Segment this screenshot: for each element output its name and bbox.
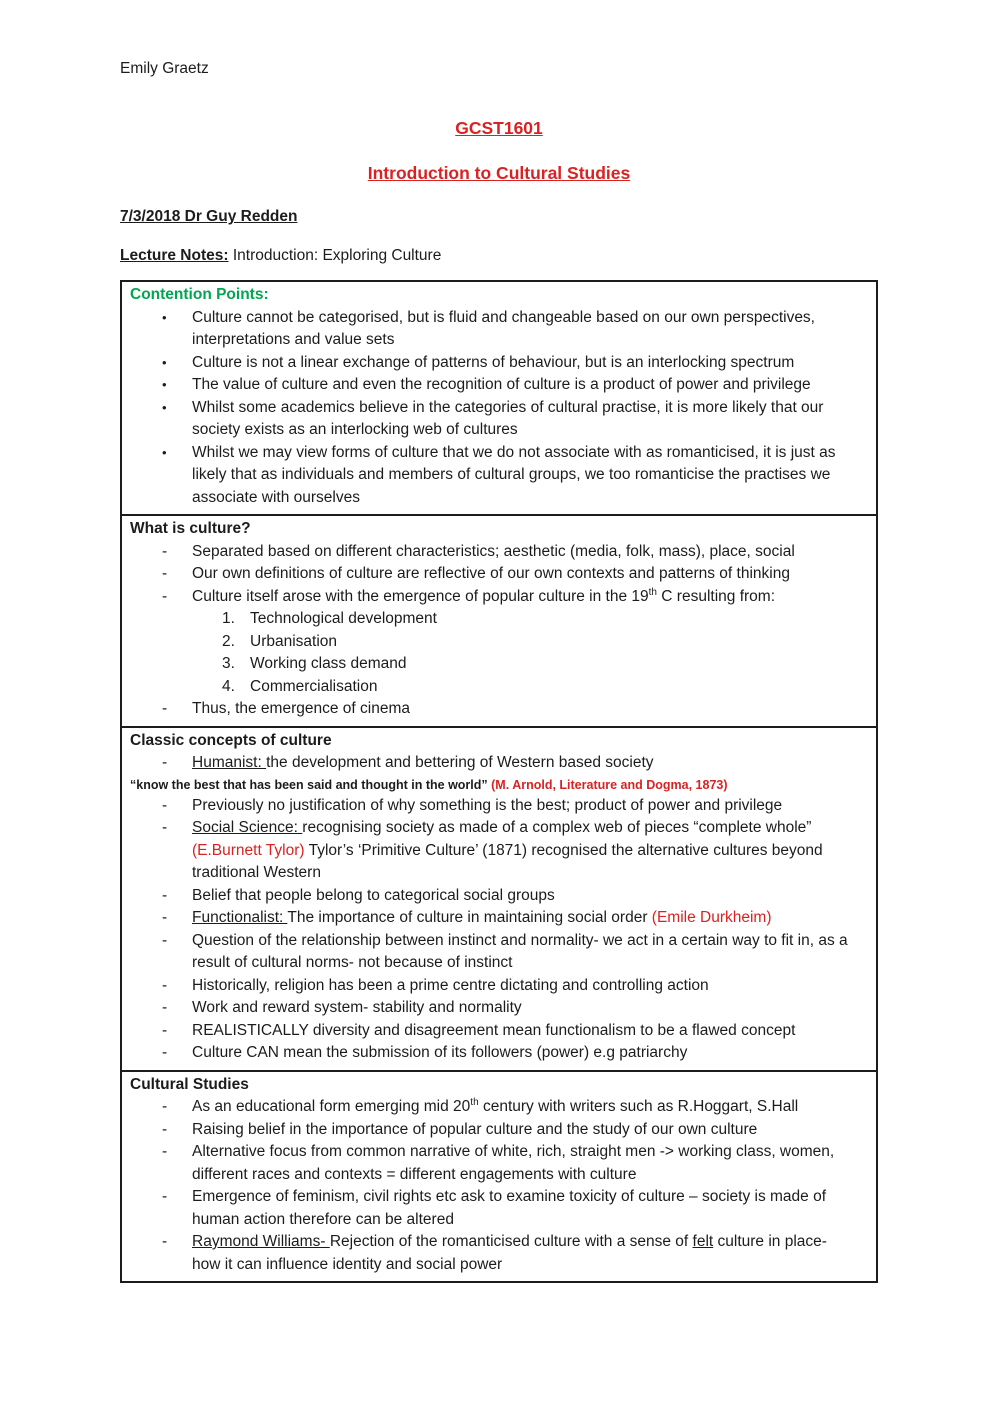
bullet-marker: •: [162, 354, 167, 370]
notes-section-4: [122, 1070, 876, 1282]
list-item: [122, 1042, 876, 1065]
dash-marker: -: [162, 1120, 168, 1138]
number-marker: 3.: [222, 655, 235, 672]
list-item: [122, 442, 876, 510]
date-lecturer-line: 7/3/2018 Dr Guy Redden: [120, 208, 298, 225]
list-item: [122, 541, 876, 564]
list-item: [122, 631, 876, 654]
list-item: [122, 698, 876, 721]
list-item: [122, 1186, 876, 1231]
list-item: [122, 975, 876, 998]
list-item-text: Culture itself arose with the emergence of popular culture in the 19th C resulting from:: [192, 586, 776, 605]
dash-marker: -: [162, 754, 168, 771]
list-item-text: Previously no justification of why something is the best; product of power and privilege: [192, 796, 783, 814]
page-title: GCST1601: [455, 118, 543, 138]
list-item-text: Separated based on different characteristics; aesthetic (media, folk, mass), place, social: [192, 542, 795, 560]
bullet-marker: •: [162, 444, 167, 460]
list-item: [122, 1231, 876, 1276]
list-item-text: Thus, the emergence of cinema: [192, 700, 410, 717]
list-item: [122, 1141, 876, 1186]
dash-marker: -: [162, 1021, 168, 1039]
dash-marker: -: [162, 999, 168, 1016]
dash-marker: -: [162, 931, 168, 949]
list-item-text: Historically, religion has been a prime centre dictating and controlling action: [192, 976, 709, 994]
dash-marker: -: [162, 976, 168, 994]
document-page: [120, 0, 878, 1283]
list-item: [122, 374, 876, 397]
list-item: [122, 885, 876, 908]
list-item-text: Functionalist: The importance of culture in maintaining social order (Emile Durkheim): [192, 909, 772, 926]
dash-marker: -: [162, 1044, 168, 1061]
list-item-text: The value of culture and even the recognition of culture is a product of power and privilege: [192, 376, 811, 393]
list-item-text: Working class demand: [250, 655, 407, 672]
list-item-text: Raising belief in the importance of popular culture and the study of our own culture: [192, 1120, 758, 1138]
list-item-text: Technological development: [250, 610, 437, 627]
dash-marker: -: [162, 1098, 168, 1115]
section-heading: What is culture?: [130, 520, 251, 537]
list-item-text: Our own definitions of culture are reflective of our own contexts and patterns of thinking: [192, 565, 790, 582]
dash-marker: -: [162, 909, 168, 926]
dash-marker: -: [162, 587, 168, 605]
notes-section-2: [122, 514, 876, 726]
dash-marker: -: [162, 700, 168, 717]
dash-marker: -: [162, 1143, 168, 1160]
list-item-text: As an educational form emerging mid 20th century with writers such as R.Hoggart, S.Hall: [192, 1096, 799, 1115]
list-item-text: Whilst some academics believe in the categories of cultural practise, it is more likely that our society exists as an interlocking web of cultures: [192, 398, 824, 438]
list-item: [122, 907, 876, 930]
list-item-text: Emergence of feminism, civil rights etc ask to examine toxicity of culture – society is made of human action therefore can be altered: [192, 1188, 827, 1228]
list-item: [122, 930, 876, 975]
notes-section-1: [122, 282, 876, 514]
list-item: [122, 563, 876, 586]
dash-marker: -: [162, 1233, 168, 1250]
list-item: [122, 653, 876, 676]
list-item: [122, 997, 876, 1020]
lecture-topic: Introduction: Exploring Culture: [228, 247, 442, 264]
section-heading: Cultural Studies: [130, 1075, 249, 1093]
dash-marker: -: [162, 796, 168, 814]
list-item-text: Whilst we may view forms of culture that we do not associate with as romanticised, it is just as likely that as individuals and members of cultural groups, we too romanticise the practises we associate with ourselves: [192, 443, 836, 506]
dash-marker: -: [162, 819, 168, 836]
page-subtitle: Introduction to Cultural Studies: [367, 163, 631, 183]
notes-table: [120, 280, 878, 1283]
section-heading: Contention Points:: [130, 286, 269, 303]
list-item: [122, 817, 876, 885]
list-item-text: Raymond Williams- Rejection of the romanticised culture with a sense of felt culture in place- how it can influence identity and social power: [192, 1233, 827, 1273]
list-item: [122, 352, 876, 375]
list-item: [122, 608, 876, 631]
section-heading: Classic concepts of culture: [130, 731, 332, 749]
dash-marker: -: [162, 565, 168, 582]
list-item: [122, 775, 876, 795]
list-item-text: Humanist: the development and bettering of Western based society: [192, 754, 654, 771]
list-item-text: Alternative focus from common narrative of white, rich, straight men -> working class, women, different races and contexts = different engagements with culture: [192, 1143, 835, 1183]
list-item-text: “know the best that has been said and thought in the world” (M. Arnold, Literature and Dogma, 1873): [130, 777, 728, 792]
dash-marker: -: [162, 1188, 168, 1205]
list-item-text: Commercialisation: [250, 677, 378, 695]
number-marker: 1.: [222, 610, 235, 627]
list-item-text: Question of the relationship between instinct and normality- we act in a certain way to fit in, as a result of cultural norms- not because of instinct: [192, 931, 848, 971]
list-item: [122, 752, 876, 775]
list-item: [122, 1020, 876, 1043]
number-marker: 4.: [222, 677, 235, 695]
list-item-text: Belief that people belong to categorical social groups: [192, 886, 555, 904]
list-item-text: Social Science: recognising society as made of a complex web of pieces “complete whole” (E.Burnett Tylor) Tylor’s ‘Primitive Culture’ (1871) recognised the alternative cultures beyond traditional Western: [192, 819, 823, 881]
list-item: [122, 307, 876, 352]
dash-marker: -: [162, 542, 168, 560]
list-item: [122, 676, 876, 699]
lecture-notes-line: [120, 245, 878, 267]
number-marker: 2.: [222, 632, 235, 650]
list-item-text: Culture is not a linear exchange of patterns of behaviour, but is an interlocking spectrum: [192, 353, 795, 371]
list-item: [122, 586, 876, 609]
list-item-text: Urbanisation: [250, 632, 338, 650]
list-item-text: Culture cannot be categorised, but is fluid and changeable based on our own perspectives, interpretations and value sets: [192, 308, 815, 348]
list-item: [122, 397, 876, 442]
bullet-marker: •: [162, 309, 167, 325]
notes-section-3: [122, 726, 876, 1070]
lecture-notes-label: Lecture Notes:: [120, 247, 229, 264]
list-item: [122, 1119, 876, 1142]
list-item-text: REALISTICALLY diversity and disagreement mean functionalism to be a flawed concept: [192, 1021, 796, 1039]
list-item: [122, 1096, 876, 1119]
list-item: [122, 795, 876, 818]
bullet-marker: •: [162, 377, 167, 392]
author-name: Emily Graetz: [120, 60, 209, 77]
list-item-text: Culture CAN mean the submission of its followers (power) e.g patriarchy: [192, 1044, 688, 1061]
bullet-marker: •: [162, 399, 167, 415]
list-item-text: Work and reward system- stability and normality: [192, 999, 522, 1016]
dash-marker: -: [162, 886, 168, 904]
